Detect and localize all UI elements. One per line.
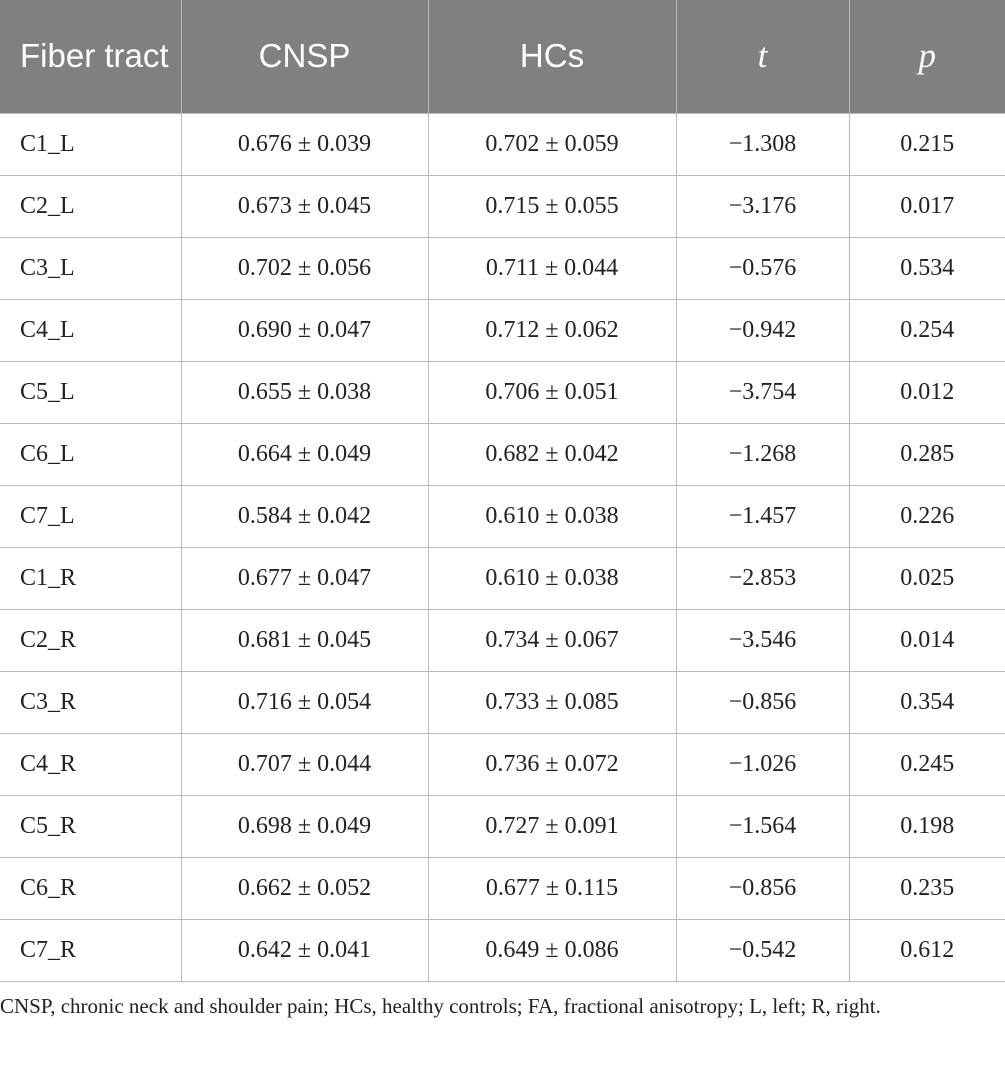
p-cell: 0.017	[849, 175, 1005, 237]
cnsp-cell: 0.716 ± 0.054	[181, 671, 428, 733]
t-cell: −0.856	[676, 857, 849, 919]
cnsp-cell: 0.655 ± 0.038	[181, 361, 428, 423]
p-cell: 0.014	[849, 609, 1005, 671]
header-p: p	[849, 0, 1005, 113]
fiber-tract-cell: C7_R	[0, 919, 181, 981]
fiber-tract-cell: C3_R	[0, 671, 181, 733]
t-cell: −3.754	[676, 361, 849, 423]
cnsp-cell: 0.698 ± 0.049	[181, 795, 428, 857]
table-row	[0, 857, 1005, 919]
hcs-cell: 0.610 ± 0.038	[428, 547, 676, 609]
fiber-tract-cell: C4_L	[0, 299, 181, 361]
table-row	[0, 795, 1005, 857]
hcs-cell: 0.649 ± 0.086	[428, 919, 676, 981]
cnsp-cell: 0.690 ± 0.047	[181, 299, 428, 361]
header-hcs: HCs	[428, 0, 676, 113]
p-cell: 0.254	[849, 299, 1005, 361]
t-cell: −1.308	[676, 113, 849, 175]
table-row	[0, 423, 1005, 485]
fiber-tract-cell: C5_R	[0, 795, 181, 857]
t-cell: −3.546	[676, 609, 849, 671]
p-cell: 0.354	[849, 671, 1005, 733]
cnsp-cell: 0.662 ± 0.052	[181, 857, 428, 919]
hcs-cell: 0.677 ± 0.115	[428, 857, 676, 919]
p-cell: 0.612	[849, 919, 1005, 981]
t-cell: −0.542	[676, 919, 849, 981]
p-cell: 0.285	[849, 423, 1005, 485]
cnsp-cell: 0.584 ± 0.042	[181, 485, 428, 547]
hcs-cell: 0.702 ± 0.059	[428, 113, 676, 175]
fiber-tract-cell: C6_R	[0, 857, 181, 919]
p-cell: 0.245	[849, 733, 1005, 795]
p-cell: 0.534	[849, 237, 1005, 299]
hcs-cell: 0.736 ± 0.072	[428, 733, 676, 795]
cnsp-cell: 0.664 ± 0.049	[181, 423, 428, 485]
p-cell: 0.215	[849, 113, 1005, 175]
cnsp-cell: 0.673 ± 0.045	[181, 175, 428, 237]
table-row	[0, 175, 1005, 237]
fiber-tract-cell: C5_L	[0, 361, 181, 423]
cnsp-cell: 0.702 ± 0.056	[181, 237, 428, 299]
fiber-tract-cell: C1_L	[0, 113, 181, 175]
cnsp-cell: 0.707 ± 0.044	[181, 733, 428, 795]
header-t: t	[676, 0, 849, 113]
hcs-cell: 0.610 ± 0.038	[428, 485, 676, 547]
fiber-tract-cell: C2_L	[0, 175, 181, 237]
hcs-cell: 0.733 ± 0.085	[428, 671, 676, 733]
t-cell: −1.026	[676, 733, 849, 795]
t-cell: −0.576	[676, 237, 849, 299]
fiber-tract-cell: C6_L	[0, 423, 181, 485]
fiber-tract-cell: C2_R	[0, 609, 181, 671]
header-fiber-tract: Fiber tract	[0, 0, 181, 113]
t-cell: −1.564	[676, 795, 849, 857]
table-row	[0, 919, 1005, 981]
table-row	[0, 361, 1005, 423]
p-cell: 0.012	[849, 361, 1005, 423]
table-row	[0, 671, 1005, 733]
hcs-cell: 0.706 ± 0.051	[428, 361, 676, 423]
table-row	[0, 485, 1005, 547]
table-row	[0, 299, 1005, 361]
t-cell: −2.853	[676, 547, 849, 609]
p-cell: 0.198	[849, 795, 1005, 857]
t-cell: −0.942	[676, 299, 849, 361]
hcs-cell: 0.712 ± 0.062	[428, 299, 676, 361]
table-row	[0, 237, 1005, 299]
t-cell: −1.457	[676, 485, 849, 547]
fiber-tract-cell: C7_L	[0, 485, 181, 547]
hcs-cell: 0.682 ± 0.042	[428, 423, 676, 485]
cnsp-cell: 0.681 ± 0.045	[181, 609, 428, 671]
fiber-tract-cell: C3_L	[0, 237, 181, 299]
table-row	[0, 733, 1005, 795]
t-cell: −3.176	[676, 175, 849, 237]
fiber-tract-cell: C1_R	[0, 547, 181, 609]
t-cell: −0.856	[676, 671, 849, 733]
p-cell: 0.025	[849, 547, 1005, 609]
cnsp-cell: 0.677 ± 0.047	[181, 547, 428, 609]
table-footnote: CNSP, chronic neck and shoulder pain; HCs, healthy controls; FA, fractional anisotropy; L, left; R, right.	[0, 994, 881, 1018]
header-cnsp: CNSP	[181, 0, 428, 113]
table-row	[0, 547, 1005, 609]
fiber-tract-cell: C4_R	[0, 733, 181, 795]
table-row	[0, 113, 1005, 175]
hcs-cell: 0.734 ± 0.067	[428, 609, 676, 671]
header-row	[0, 0, 1005, 113]
cnsp-cell: 0.642 ± 0.041	[181, 919, 428, 981]
p-cell: 0.226	[849, 485, 1005, 547]
cnsp-cell: 0.676 ± 0.039	[181, 113, 428, 175]
hcs-cell: 0.715 ± 0.055	[428, 175, 676, 237]
table-row	[0, 609, 1005, 671]
p-cell: 0.235	[849, 857, 1005, 919]
hcs-cell: 0.727 ± 0.091	[428, 795, 676, 857]
hcs-cell: 0.711 ± 0.044	[428, 237, 676, 299]
t-cell: −1.268	[676, 423, 849, 485]
